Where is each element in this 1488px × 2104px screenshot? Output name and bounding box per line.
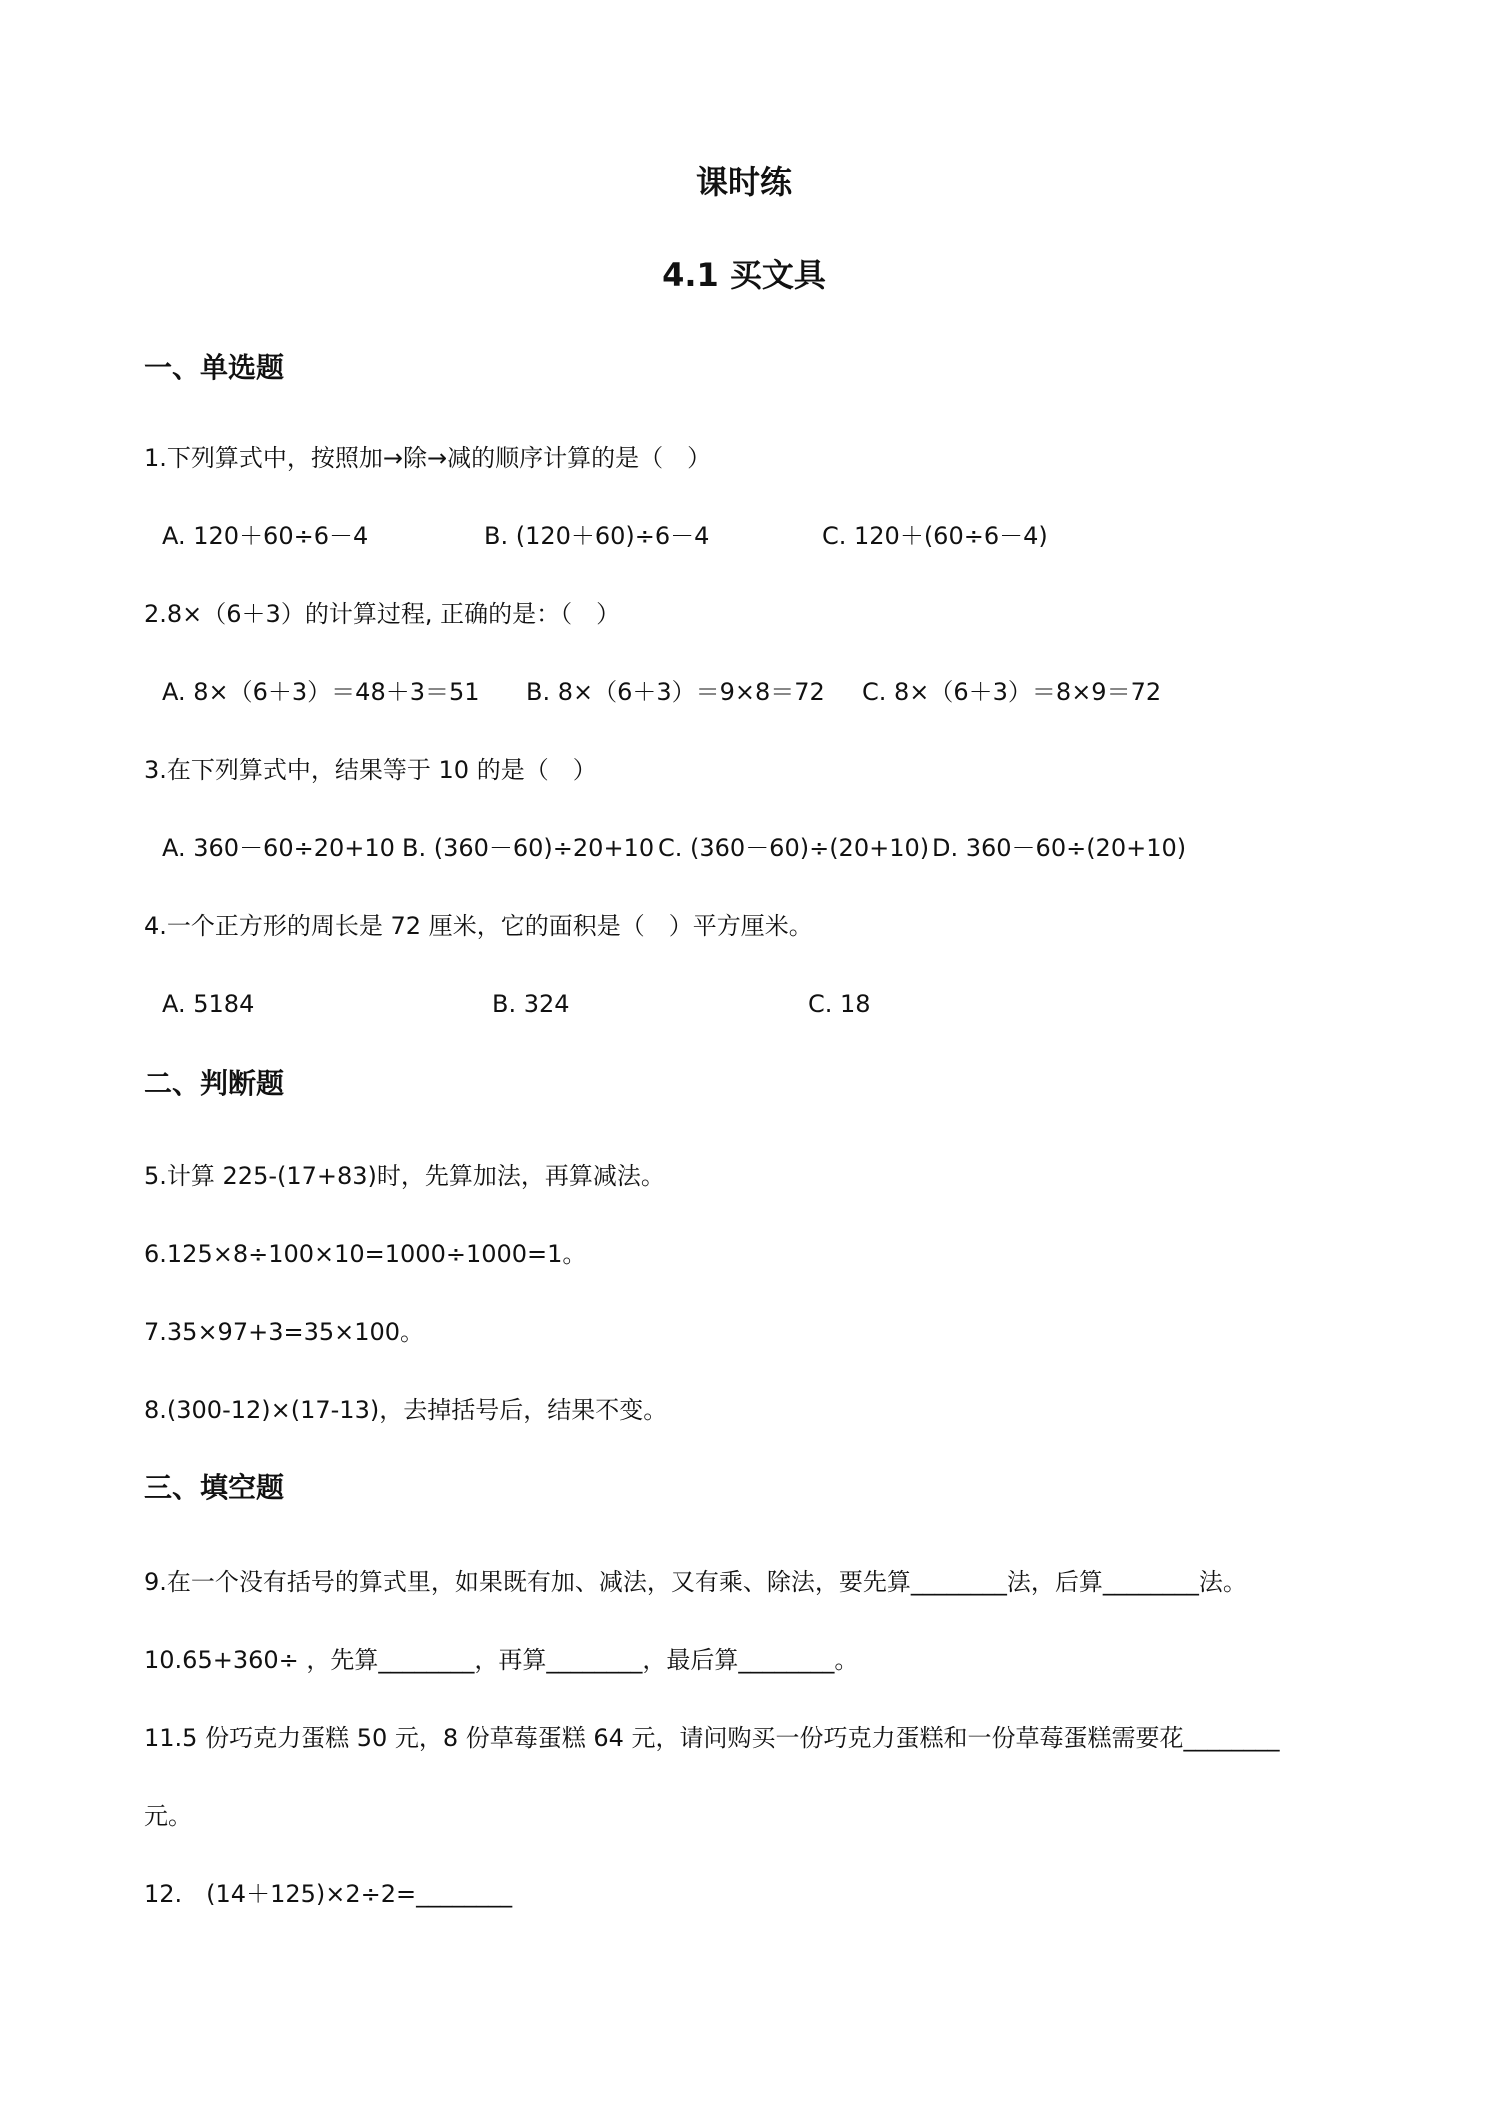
section-heading-single-choice: 一、单选题 [144,351,285,384]
section-heading-fill-in: 三、填空题 [144,1471,285,1504]
question-6: 6.125×8÷100×10=1000÷1000=1。 [144,1240,587,1268]
question-3-option-c: C. (360－60)÷(20+10) [658,834,930,862]
question-2-option-c: C. 8×（6＋3）＝8×9＝72 [862,678,1162,706]
question-11-continuation: 元。 [144,1802,192,1830]
question-2-option-b: B. 8×（6＋3）＝9×8＝72 [526,678,825,706]
question-4: 4.一个正方形的周长是 72 厘米，它的面积是（ ）平方厘米。 [144,912,813,940]
question-12: 12. (14＋125)×2÷2=________ [144,1880,513,1908]
question-2: 2.8×（6＋3）的计算过程, 正确的是：（ ） [144,600,621,628]
question-3-option-d: D. 360－60÷(20+10) [932,834,1187,862]
question-1-option-b: B. (120＋60)÷6－4 [484,522,710,550]
question-10: 10.65+360÷ ，先算________，再算________，最后算________。 [144,1646,859,1674]
question-3-option-b: B. (360－60)÷20+10 [402,834,655,862]
section-heading-true-false: 二、判断题 [144,1067,285,1100]
question-11: 11.5 份巧克力蛋糕 50 元，8 份草莓蛋糕 64 元，请问购买一份巧克力蛋糕和一份草莓蛋糕需要花________ [144,1724,1280,1752]
question-4-option-c: C. 18 [808,990,871,1018]
question-5: 5.计算 225-(17+83)时，先算加法，再算减法。 [144,1162,665,1190]
question-1-option-a: A. 120＋60÷6－4 [162,522,369,550]
question-2-option-a: A. 8×（6＋3）＝48＋3＝51 [162,678,480,706]
question-1-option-c: C. 120＋(60÷6－4) [822,522,1048,550]
page-title: 课时练 [695,163,792,201]
question-7: 7.35×97+3=35×100。 [144,1318,425,1346]
question-3-option-a: A. 360－60÷20+10 [162,834,395,862]
question-4-option-a: A. 5184 [162,990,255,1018]
question-8: 8.(300-12)×(17-13)，去掉括号后，结果不变。 [144,1396,668,1424]
lesson-title: 4.1 买文具 [662,256,826,294]
question-4-option-b: B. 324 [492,990,570,1018]
question-9: 9.在一个没有括号的算式里，如果既有加、减法，又有乘、除法，要先算________法，后算________法。 [144,1568,1247,1596]
question-1: 1.下列算式中，按照加→除→减的顺序计算的是（ ） [144,444,712,472]
question-3: 3.在下列算式中，结果等于 10 的是（ ） [144,756,597,784]
